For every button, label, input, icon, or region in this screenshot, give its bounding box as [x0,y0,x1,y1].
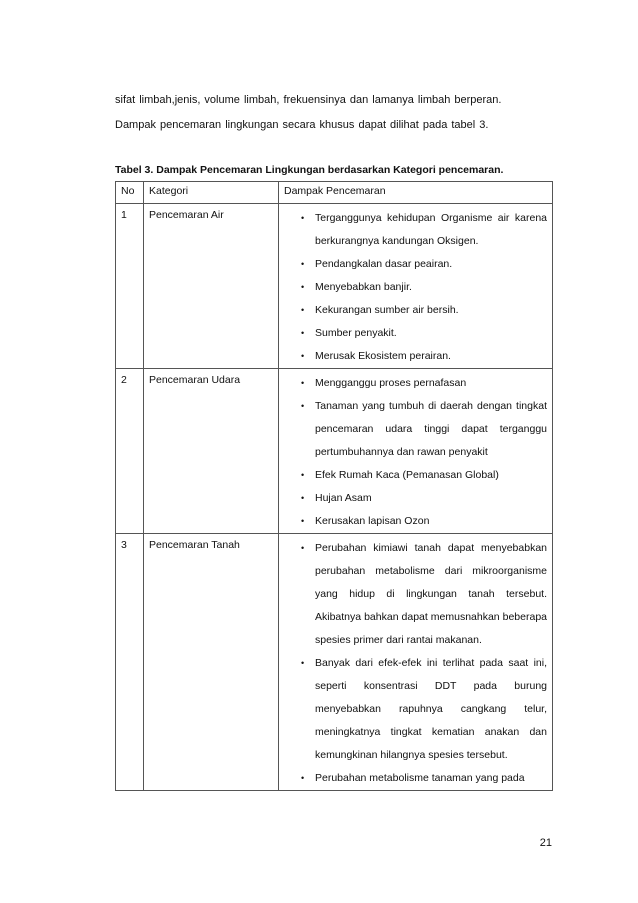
impact-list [279,369,552,533]
impact-item: • Tanaman yang tumbuh di daerah dengan tingkat pencemaran udara tinggi dapat terganggu pertumbuhannya dan rawan penyakit [307,395,547,464]
header-kategori: Kategori [144,182,279,204]
impact-item: • Perubahan metabolisme tanaman yang pada [307,767,547,790]
row-category: Pencemaran Air [149,209,224,221]
bullet-icon: • [301,543,305,553]
row-number: 2 [121,374,127,386]
bullet-icon: • [301,470,305,480]
table-header-row [116,182,553,204]
header-no: No [116,182,144,204]
row-category: Pencemaran Udara [149,374,241,386]
impact-table [115,181,553,791]
bullet-icon: • [301,305,305,315]
impact-item: • Sumber penyakit. [307,322,547,345]
bullet-icon: • [301,259,305,269]
bullet-icon: • [301,516,305,526]
page-number: 21 [539,837,552,849]
table-caption: Tabel 3. Dampak Pencemaran Lingkungan berdasarkan Kategori pencemaran. [115,164,504,176]
bullet-icon: • [301,401,305,411]
impact-item: • Menyebabkan banjir. [307,276,547,299]
impact-item: • Efek Rumah Kaca (Pemanasan Global) [307,464,547,487]
impact-list [279,204,552,368]
table-row [116,204,553,369]
impact-item: • Banyak dari efek-efek ini terlihat pada saat ini, seperti konsentrasi DDT pada burung menyebabkan rapuhnya cangkang telur, meningkatnya tingkat kematian anakan dan kemungkinan hilangnya spesies tersebut. [307,652,547,767]
header-dampak: Dampak Pencemaran [279,182,553,204]
impact-item: • Merusak Ekosistem perairan. [307,345,547,368]
impact-item: • Terganggunya kehidupan Organisme air karena berkurangnya kandungan Oksigen. [307,207,547,253]
table-row [116,369,553,534]
impact-item: • Hujan Asam [307,487,547,510]
body-text-line: Dampak pencemaran lingkungan secara khusus dapat dilihat pada tabel 3. [115,119,489,131]
impact-item: • Mengganggu proses pernafasan [307,372,547,395]
bullet-icon: • [301,328,305,338]
impact-list [279,534,552,790]
bullet-icon: • [301,773,305,783]
table-row [116,534,553,791]
bullet-icon: • [301,658,305,668]
bullet-icon: • [301,213,305,223]
impact-item: • Kekurangan sumber air bersih. [307,299,547,322]
row-number: 1 [121,209,127,221]
bullet-icon: • [301,282,305,292]
bullet-icon: • [301,493,305,503]
row-category: Pencemaran Tanah [149,539,240,551]
row-number: 3 [121,539,127,551]
impact-item: • Pendangkalan dasar peairan. [307,253,547,276]
impact-item: • Perubahan kimiawi tanah dapat menyebabkan perubahan metabolisme dari mikroorganisme yang hidup di lingkungan tanah tersebut. Akibatnya bahkan dapat memusnahkan beberapa spesies primer dari rantai makanan. [307,537,547,652]
impact-item: • Kerusakan lapisan Ozon [307,510,547,533]
bullet-icon: • [301,378,305,388]
bullet-icon: • [301,351,305,361]
body-text-line: sifat limbah,jenis, volume limbah, frekuensinya dan lamanya limbah berperan. [115,94,502,106]
